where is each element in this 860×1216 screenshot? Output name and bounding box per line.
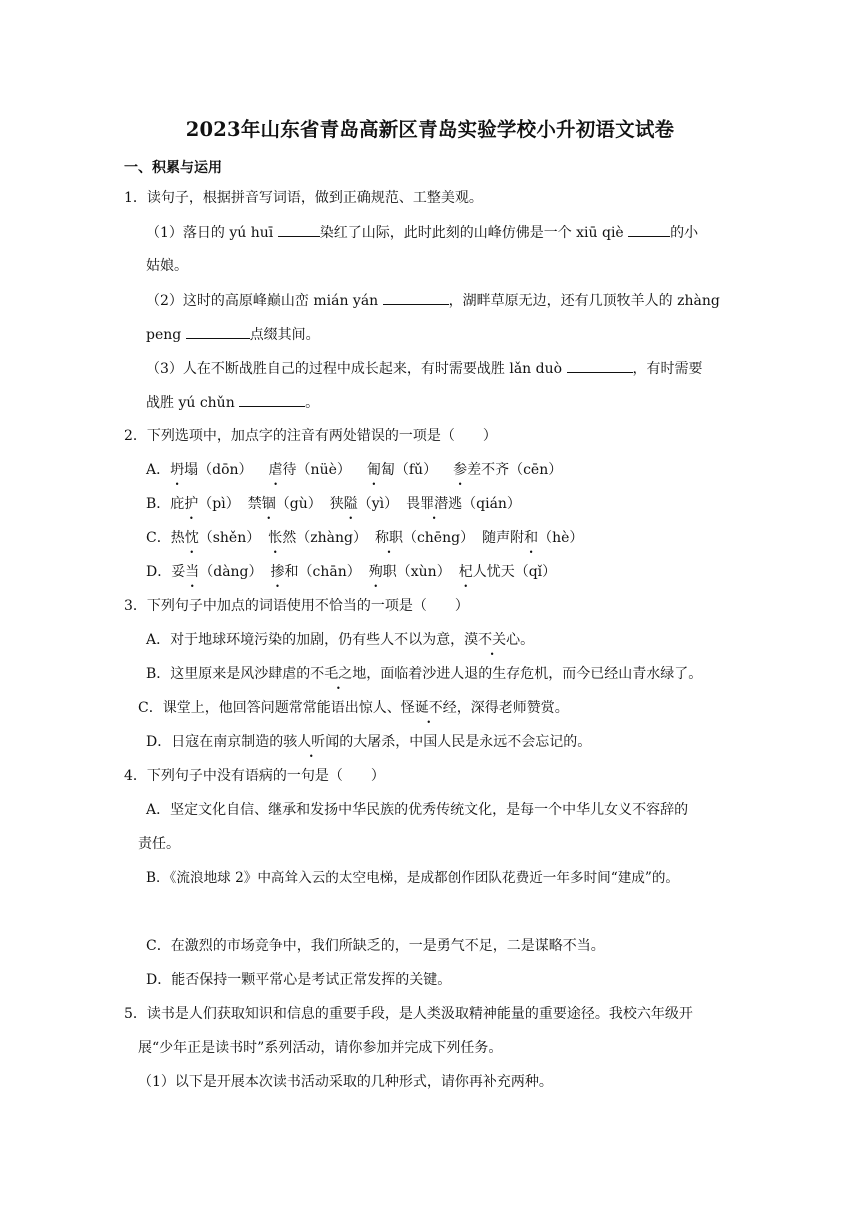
q4-option-b[interactable]: B．《流浪地球 2》中高耸入云的太空电梯，是成都创作团队花费近一年多时间“建成”的。 [146,870,680,886]
q5-stem-line2: 展“少年正是读书时”系列活动，请你参加并完成下列任务。 [138,1040,503,1056]
dotted-phrase: 怪诞不经 [400,700,457,716]
answer-blank[interactable] [278,222,320,237]
q1-sub1-line1: （1）落日的 yú huī 染红了山际，此时此刻的山峰仿佛是一个 xiū qiè 的小 [146,222,698,243]
q1-sub3-line2: 战胜 yú chǔn 。 [146,392,319,413]
q3-option-b[interactable]: B．这里原来是风沙肆虐的不毛之地，面临着沙进人退的生存危机，而今已经山青水绿了。 [146,666,703,682]
q2-option-c[interactable]: C．热忱（shěn） 怅然（zhàng） 称职（chēng） 随声附和（hè） [146,530,584,546]
q1-sub2-line2: peng 点缀其间。 [146,324,320,345]
q1-stem: 1．读句子，根据拼音写词语，做到正确规范、工整美观。 [124,190,483,206]
q5-sub1: （1）以下是开展本次读书活动采取的几种形式，请你再补充两种。 [138,1074,553,1090]
q3-option-a[interactable]: A．对于地球环境污染的加剧，仍有些人不以为意，漠不关心。 [146,632,535,648]
q4-option-d[interactable]: D．能否保持一颗平常心是考试正常发挥的关键。 [146,972,452,988]
section-heading: 一、积累与运用 [124,160,222,176]
dotted-phrase: 不毛之地 [310,666,367,682]
q2-stem: 2．下列选项中，加点字的注音有两处错误的一项是（ ） [124,428,497,444]
q3-stem: 3．下列句子中加点的词语使用不恰当的一项是（ ） [124,598,469,614]
q1-sub3-line1: （3）人在不断战胜自己的过程中成长起来，有时需要战胜 lǎn duò ，有时需要 [146,358,703,379]
q5-stem-line1: 5．读书是人们获取知识和信息的重要手段，是人类汲取精神能量的重要途径。我校六年级开 [124,1006,693,1022]
q4-option-a-cont: 责任。 [138,836,180,852]
q3-option-d[interactable]: D．日寇在南京制造的骇人听闻的大屠杀，中国人民是永远不会忘记的。 [146,734,592,750]
answer-blank[interactable] [186,324,250,339]
q2-option-a[interactable]: A．坍塌（dōn） 虐待（nüè） 匍匐（fǔ） 参差不齐（cēn） [146,462,563,478]
q4-option-a[interactable]: A．坚定文化自信、继承和发扬中华民族的优秀传统文化，是每一个中华儿女义不容辞的 [146,802,689,818]
q2-option-d[interactable]: D．妥当（dàng） 掺和（chān） 殉职（xùn） 杞人忧天（qǐ） [146,564,557,580]
q4-option-c[interactable]: C．在激烈的市场竞争中，我们所缺乏的，一是勇气不足，二是谋略不当。 [146,938,605,954]
q1-sub1-line2: 姑娘。 [146,258,188,274]
q3-option-c[interactable]: C．课堂上，他回答问题常常能语出惊人、怪诞不经，深得老师赞赏。 [138,700,569,716]
answer-blank[interactable] [239,392,305,407]
dotted-phrase: 骇人听闻 [283,734,340,750]
dotted-phrase: 漠不关心 [464,632,521,648]
answer-blank[interactable] [567,358,633,373]
exam-title: 2023年山东省青岛高新区青岛实验学校小升初语文试卷 [185,118,675,141]
q4-stem: 4．下列句子中没有语病的一句是（ ） [124,768,385,784]
q1-sub2-line1: （2）这时的高原峰巅山峦 mián yán ，湖畔草原无边，还有几顶牧羊人的 zhàng [146,290,720,311]
q2-option-b[interactable]: B．庇护（pì） 禁锢（gù） 狭隘（yì） 畏罪潜逃（qián） [146,496,521,512]
answer-blank[interactable] [383,290,449,305]
answer-blank[interactable] [628,222,670,237]
